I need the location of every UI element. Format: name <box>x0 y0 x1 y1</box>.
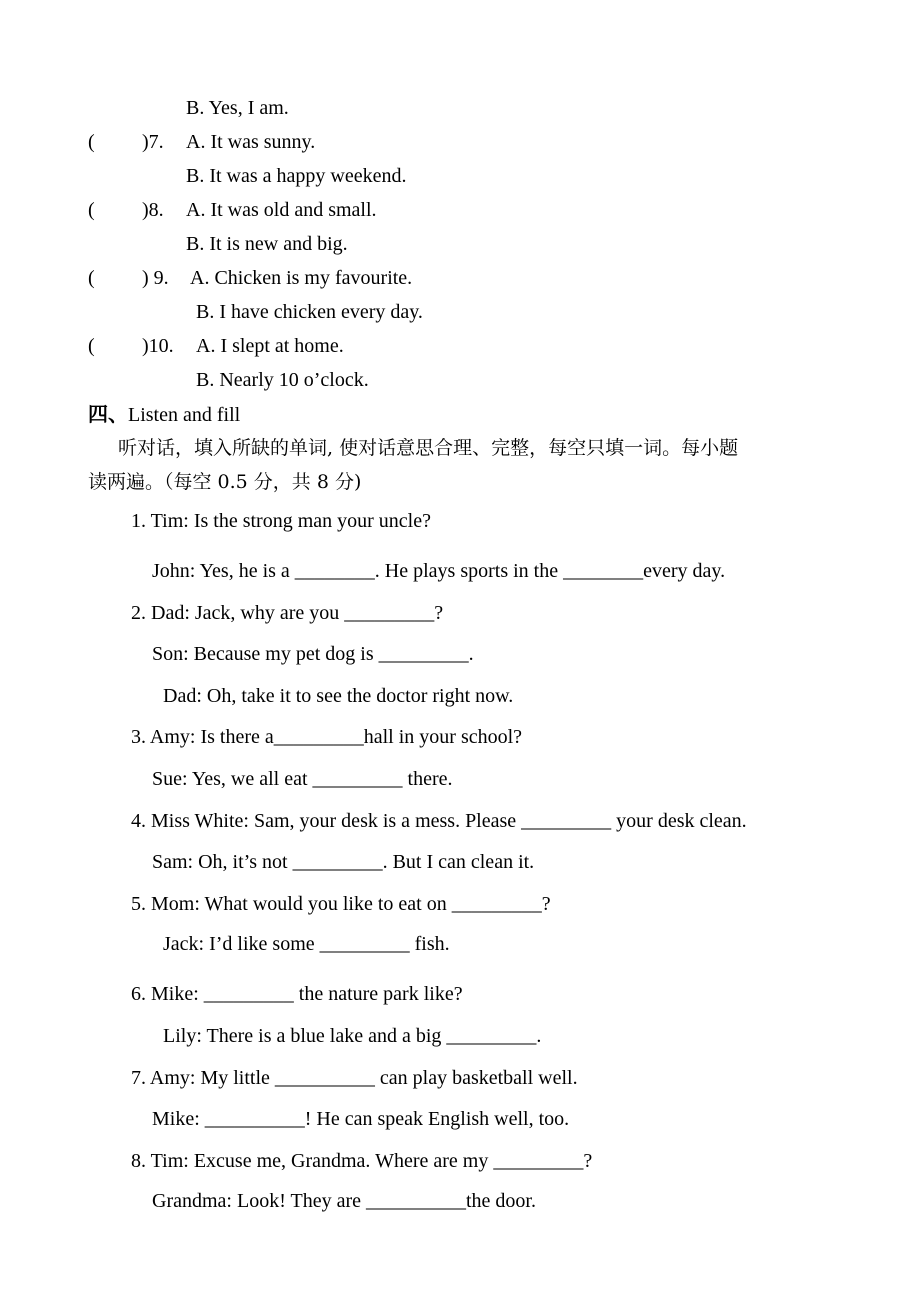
dialogue-line: 7. Amy: My little __________ can play basketball well. <box>131 1067 578 1089</box>
answer-paren-open: ( <box>88 335 95 357</box>
dialogue-line: Dad: Oh, take it to see the doctor right now. <box>163 685 514 707</box>
option-line: B. It was a happy weekend. <box>186 165 407 187</box>
dialogue-line: 4. Miss White: Sam, your desk is a mess. Please _________ your desk clean. <box>131 810 747 832</box>
dialogue-line: Mike: __________! He can speak English well, too. <box>152 1108 570 1130</box>
dialogue-line: 1. Tim: Is the strong man your uncle? <box>131 510 431 532</box>
answer-paren-open: ( <box>88 199 95 221</box>
answer-paren-open: ( <box>88 131 95 153</box>
dialogue-line: 5. Mom: What would you like to eat on _________? <box>131 893 551 915</box>
option-line: A. It was old and small. <box>186 199 377 221</box>
answer-paren-open: ( <box>88 267 95 289</box>
dialogue-line: 2. Dad: Jack, why are you _________? <box>131 602 444 624</box>
question-number: )7. <box>142 131 164 153</box>
section-title: Listen and fill <box>128 404 241 426</box>
question-number: ) 9. <box>142 267 169 289</box>
question-number: )8. <box>142 199 164 221</box>
section-heading <box>88 402 240 427</box>
question-number: )10. <box>142 335 174 357</box>
instruction-line: 听对话，填入所缺的单词, 使对话意思合理、完整，每空只填一词。每小题 <box>118 437 739 459</box>
option-line: B. It is new and big. <box>186 233 348 255</box>
instruction-line: 读两遍。（每空 0.5 分，共 8 分) <box>88 471 362 493</box>
dialogue-line: Grandma: Look! They are __________the door. <box>152 1190 536 1212</box>
dialogue-line: 8. Tim: Excuse me, Grandma. Where are my _________? <box>131 1150 593 1172</box>
dialogue-line: Jack: I’d like some _________ fish. <box>163 933 450 955</box>
dialogue-line: 3. Amy: Is there a_________hall in your school? <box>131 726 523 748</box>
option-line: A. I slept at home. <box>196 335 344 357</box>
dialogue-line: John: Yes, he is a ________. He plays sports in the ________every day. <box>152 560 726 582</box>
dialogue-line: Sam: Oh, it’s not _________. But I can clean it. <box>152 851 535 873</box>
dialogue-line: 6. Mike: _________ the nature park like? <box>131 983 463 1005</box>
option-line: A. Chicken is my favourite. <box>190 267 413 289</box>
section-number: 四、 <box>88 402 128 426</box>
option-line: B. I have chicken every day. <box>196 301 423 323</box>
dialogue-line: Son: Because my pet dog is _________. <box>152 643 474 665</box>
option-line: A. It was sunny. <box>186 131 316 153</box>
option-line: B. Yes, I am. <box>186 97 289 119</box>
dialogue-line: Sue: Yes, we all eat _________ there. <box>152 768 453 790</box>
dialogue-line: Lily: There is a blue lake and a big _________. <box>163 1025 542 1047</box>
option-line: B. Nearly 10 o’clock. <box>196 369 369 391</box>
